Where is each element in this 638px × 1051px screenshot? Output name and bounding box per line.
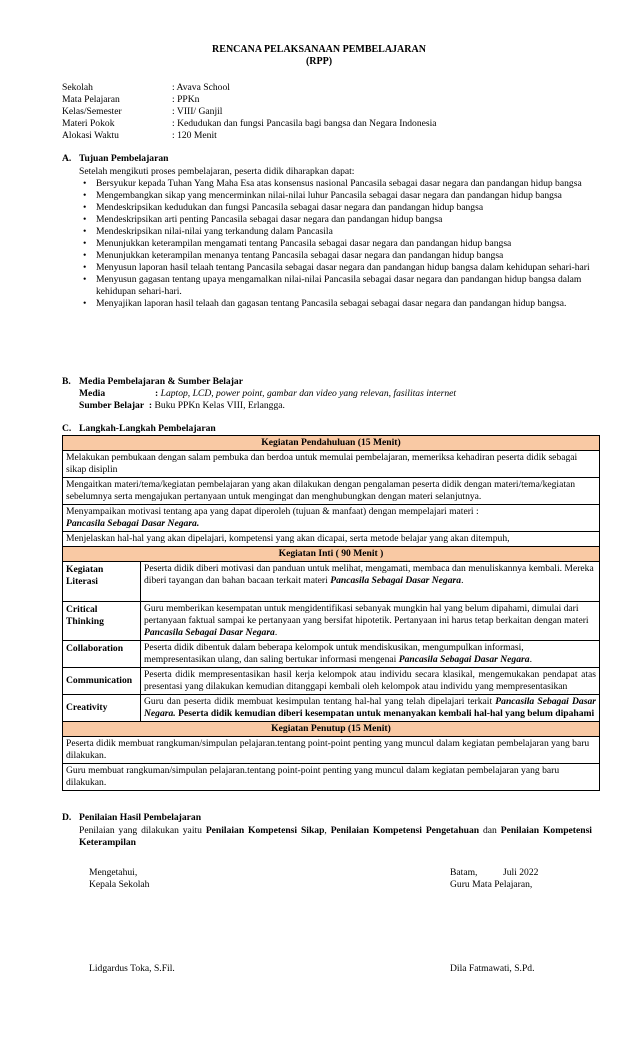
inti-header: Kegiatan Inti ( 90 Menit ) bbox=[63, 546, 600, 561]
info-row-kelas bbox=[62, 106, 437, 118]
table-row bbox=[63, 477, 600, 504]
media-colon: : bbox=[155, 388, 159, 399]
inti-cell bbox=[141, 601, 600, 640]
info-value: : Kedudukan dan fungsi Pancasila bagi bangsa dan Negara Indonesia bbox=[172, 118, 437, 129]
list-item: • Mendeskripsikan nilai-nilai yang terkandung dalam Pancasila bbox=[79, 226, 604, 238]
penutup-cell: Peserta didik membuat rangkuman/simpulan pelajaran.tentang point-point penting yang muncul dalam kegiatan pembelajaran yang baru dilakukan. bbox=[63, 736, 600, 763]
section-title: Penilaian Hasil Pembelajaran bbox=[79, 812, 202, 823]
table-row bbox=[63, 436, 600, 451]
cell-emphasis: Pancasila Sebagai Dasar Negara. bbox=[144, 695, 596, 719]
cell-emphasis: Pancasila Sebagai Dasar Negara bbox=[330, 574, 462, 586]
pendahuluan-cell bbox=[63, 504, 600, 531]
cell-text: Peserta didik diberi motivasi dan panduan untuk melihat, mengamati, membaca dan menuliskannya kembali. Mereka diberi tayangan dan bahan bacaan terkait materi bbox=[144, 562, 594, 586]
sumber-colon: : bbox=[148, 400, 153, 411]
signature-left-line2: Kepala Sekolah bbox=[89, 879, 150, 890]
table-row bbox=[63, 694, 600, 721]
assessment-keterampilan: Penilaian Kompetensi Keterampilan bbox=[79, 825, 592, 848]
section-a-intro: Setelah mengikuti proses pembelajaran, peserta didik diharapkan dapat: bbox=[79, 166, 355, 177]
list-item: • Menyajikan laporan hasil telaah dan gagasan tentang Pancasila sebagai sebagai dasar negara dan pandangan hidup bangsa. bbox=[79, 298, 604, 310]
inti-cell bbox=[141, 694, 600, 721]
table-row bbox=[63, 763, 600, 790]
inti-cell bbox=[141, 561, 600, 601]
pendahuluan-cell: Menjelaskan hal-hal yang akan dipelajari, kompetensi yang akan dicapai, serta metode belajar yang akan ditempuh, bbox=[63, 531, 600, 546]
assessment-pengetahuan: Penilaian Kompetensi Pengetahuan bbox=[330, 825, 480, 836]
assessment-text bbox=[79, 825, 592, 849]
sumber-row bbox=[79, 400, 456, 412]
cell-tail: Peserta didik kemudian diberi kesempatan untuk menanyakan kembali hal-hal yang belum dipahami bbox=[175, 707, 595, 719]
signature-left-name: Lidgardus Toka, S.Fil. bbox=[89, 963, 175, 974]
table-row bbox=[63, 561, 600, 601]
table-row bbox=[63, 601, 600, 640]
cell-tail: . bbox=[274, 626, 278, 638]
inti-label: Collaboration bbox=[63, 640, 141, 667]
table-row bbox=[63, 546, 600, 561]
info-label: Alokasi Waktu bbox=[62, 130, 119, 141]
signature-left-line1: Mengetahui, bbox=[89, 867, 138, 878]
identity-block bbox=[62, 82, 437, 142]
media-block bbox=[79, 388, 456, 412]
pendahuluan-cell: Mengaitkan materi/tema/kegiatan pembelajaran yang akan dilakukan dengan pengalaman peserta didik dengan materi/tema/kegiatan sebelumnya serta mengajukan pertanyaan untuk mengingat dan menghubungkan dengan materi selanjutnya. bbox=[63, 477, 600, 504]
inti-label: Creativity bbox=[63, 694, 141, 721]
inti-cell bbox=[141, 640, 600, 667]
cell-emphasis: Pancasila Sebagai Dasar Negara. bbox=[66, 517, 200, 529]
cell-text: Guru memberikan kesempatan untuk mengidentifikasi sebanyak mungkin hal yang belum dipahami, dimulai dari pertanyaan faktual sampai ke pertanyaan yang bersifat hipotetik. Pertanyaan ini harus tetap berkaitan dengan materi bbox=[144, 602, 589, 626]
objectives-list bbox=[79, 178, 604, 310]
list-item: • Mendeskripsikan arti penting Pancasila sebagai dasar negara dan pandangan hidup bangsa bbox=[79, 214, 604, 226]
inti-cell: Peserta didik mempresentasikan hasil kerja kelompok atau individu secara klasikal, mengemukakan pendapat atas presentasi yang dilakukan kemudian ditanggapi kembali oleh kelompok atau individu yang mempresentasikan bbox=[141, 667, 600, 694]
signature-right-name: Dila Fatmawati, S.Pd. bbox=[450, 963, 535, 974]
info-label: Materi Pokok bbox=[62, 118, 115, 129]
table-row bbox=[63, 531, 600, 546]
section-number: A. bbox=[62, 153, 72, 164]
info-row-mapel bbox=[62, 94, 437, 106]
assessment-intro: Penilaian yang dilakukan yaitu bbox=[79, 825, 202, 836]
info-value: : 120 Menit bbox=[172, 130, 217, 141]
assessment-sikap: Penilaian Kompetensi Sikap bbox=[205, 825, 325, 836]
section-b-heading bbox=[62, 376, 243, 388]
assessment-sep: dan bbox=[482, 825, 497, 836]
inti-label: Critical Thinking bbox=[63, 601, 141, 640]
section-title: Langkah-Langkah Pembelajaran bbox=[79, 423, 216, 434]
assessment-sep: , bbox=[324, 825, 327, 836]
section-a-heading bbox=[62, 153, 168, 165]
list-item: • Bersyukur kepada Tuhan Yang Maha Esa atas konsensus nasional Pancasila sebagai dasar negara dan pandangan hidup bangsa bbox=[79, 178, 604, 190]
sumber-label: Sumber Belajar bbox=[79, 400, 145, 411]
inti-label: Kegiatan Literasi bbox=[63, 561, 141, 601]
info-row-materi bbox=[62, 118, 437, 130]
media-value: Laptop, LCD, power point, gambar dan video yang relevan, fasilitas internet bbox=[160, 388, 457, 399]
media-row bbox=[79, 388, 456, 400]
document-title: RENCANA PELAKSANAAN PEMBELAJARAN bbox=[212, 44, 426, 55]
media-label: Media bbox=[79, 388, 106, 399]
info-row-sekolah bbox=[62, 82, 437, 94]
signature-right-date: Juli 2022 bbox=[503, 867, 539, 878]
list-item: • Mengembangkan sikap yang mencerminkan nilai-nilai luhur Pancasila sebagai dasar negara dan pandangan hidup bangsa bbox=[79, 190, 604, 202]
cell-text: Guru dan peserta didik membuat kesimpulan tentang hal-hal yang telah dipelajari terkait bbox=[144, 695, 493, 707]
table-row bbox=[63, 667, 600, 694]
cell-emphasis: Pancasila Sebagai Dasar Negara bbox=[398, 653, 530, 665]
inti-label: Communication bbox=[63, 667, 141, 694]
info-row-waktu bbox=[62, 130, 437, 142]
section-c-heading bbox=[62, 423, 216, 435]
learning-steps-table bbox=[62, 435, 600, 791]
signature-right-line2: Guru Mata Pelajaran, bbox=[450, 879, 533, 890]
table-row bbox=[63, 736, 600, 763]
list-item: • Menyusun laporan hasil telaah tentang Pancasila sebagai dasar negara dan pandangan hidup bangsa dalam kehidupan sehari-hari bbox=[79, 262, 604, 274]
info-label: Mata Pelajaran bbox=[62, 94, 120, 105]
signature-right-place: Batam, bbox=[450, 867, 478, 878]
cell-tail: . bbox=[461, 574, 464, 586]
pendahuluan-cell: Melakukan pembukaan dengan salam pembuka dan berdoa untuk memulai pembelajaran, memeriksa kehadiran peserta didik sebagai sikap disiplin bbox=[63, 450, 600, 477]
info-value: : VIII/ Ganjil bbox=[172, 106, 223, 117]
sumber-value: Buku PPKn Kelas VIII, Erlangga. bbox=[154, 400, 285, 411]
info-label: Kelas/Semester bbox=[62, 106, 122, 117]
list-item: • Mendeskripsikan kedudukan dan fungsi Pancasila sebagai dasar negara dan pandangan hidup bangsa bbox=[79, 202, 604, 214]
cell-text: Peserta didik dibentuk dalam beberapa kelompok untuk mendiskusikan, mengumpulkan informasi, mempresentasikan ulang, dan saling bertukar informasi mengenai bbox=[144, 641, 524, 665]
info-label: Sekolah bbox=[62, 82, 93, 93]
info-value: : Avava School bbox=[172, 82, 230, 93]
section-title: Media Pembelajaran & Sumber Belajar bbox=[79, 376, 243, 387]
penutup-cell: Guru membuat rangkuman/simpulan pelajaran.tentang point-point penting yang muncul dalam kegiatan pembelajaran yang baru dilakukan. bbox=[63, 763, 600, 790]
section-title: Tujuan Pembelajaran bbox=[79, 153, 169, 164]
table-row bbox=[63, 721, 600, 736]
document-subtitle: (RPP) bbox=[305, 56, 333, 67]
table-row bbox=[63, 504, 600, 531]
list-item: • Menunjukkan keterampilan menanya tentang Pancasila sebagai dasar negara dan pandangan hidup bangsa bbox=[79, 250, 604, 262]
cell-text: Menyampaikan motivasi tentang apa yang dapat diperoleh (tujuan & manfaat) dengan mempelajari materi : bbox=[66, 505, 479, 517]
penutup-header: Kegiatan Penutup (15 Menit) bbox=[63, 721, 600, 736]
cell-emphasis: Pancasila Sebagai Dasar Negara bbox=[144, 626, 275, 638]
table-row bbox=[63, 640, 600, 667]
section-d-heading bbox=[62, 812, 201, 824]
table-row bbox=[63, 450, 600, 477]
pendahuluan-header: Kegiatan Pendahuluan (15 Menit) bbox=[63, 436, 600, 451]
section-number: B. bbox=[62, 376, 71, 387]
list-item: • Menyusun gagasan tentang upaya mengamalkan nilai-nilai Pancasila sebagai dasar negara dan pandangan hidup bangsa dalam kehidupan sehari-hari. bbox=[79, 274, 604, 298]
info-value: : PPKn bbox=[172, 94, 200, 105]
cell-tail: . bbox=[529, 653, 532, 665]
section-number: C. bbox=[62, 423, 72, 434]
section-number: D. bbox=[62, 812, 72, 823]
list-item: • Menunjukkan keterampilan mengamati tentang Pancasila sebagai dasar negara dan pandangan hidup bangsa bbox=[79, 238, 604, 250]
